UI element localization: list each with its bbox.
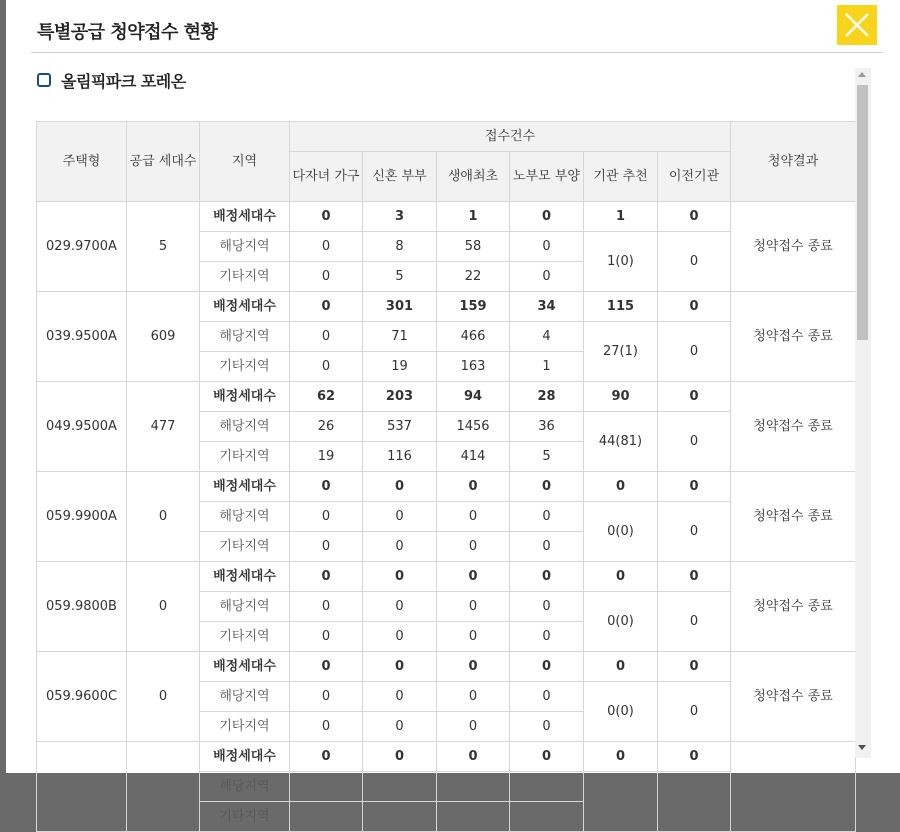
row-label-local: 해당지역 — [200, 322, 290, 352]
allocated-count-cell: 0 — [290, 202, 363, 232]
local-count-cell: 4 — [510, 322, 584, 352]
result-cell: 청약접수 종료 — [731, 472, 856, 562]
relocation-allocated-cell: 0 — [658, 202, 731, 232]
institution-allocated-cell: 90 — [584, 382, 658, 412]
relocation-allocated-cell: 0 — [658, 472, 731, 502]
table-body — [37, 202, 856, 832]
institution-allocated-cell: 1 — [584, 202, 658, 232]
housing-type-cell: 049.9500A — [37, 382, 127, 472]
row-label-other: 기타지역 — [200, 802, 290, 832]
institution-apps-cell — [584, 772, 658, 832]
allocated-count-cell: 0 — [437, 742, 510, 772]
table-row-allocated — [37, 742, 856, 772]
row-label-local: 해당지역 — [200, 412, 290, 442]
allocated-count-cell: 0 — [510, 742, 584, 772]
subscription-status-modal — [6, 0, 900, 824]
supply-units-cell: 609 — [127, 292, 200, 382]
modal-title: 특별공급 청약접수 현황 — [37, 22, 218, 43]
header-supply-units: 공급 세대수 — [127, 122, 200, 202]
relocation-apps-cell: 0 — [658, 502, 731, 562]
local-count-cell: 0 — [290, 502, 363, 532]
other-count-cell — [510, 802, 584, 832]
allocated-count-cell: 3 — [363, 202, 437, 232]
local-count-cell: 0 — [510, 232, 584, 262]
institution-allocated-cell: 0 — [584, 742, 658, 772]
allocated-count-cell: 159 — [437, 292, 510, 322]
allocated-count-cell: 34 — [510, 292, 584, 322]
allocated-count-cell: 0 — [290, 652, 363, 682]
local-count-cell — [437, 772, 510, 802]
allocated-count-cell: 0 — [510, 472, 584, 502]
other-count-cell: 5 — [363, 262, 437, 292]
other-count-cell: 0 — [290, 622, 363, 652]
housing-type-cell — [37, 742, 127, 832]
other-count-cell: 0 — [437, 532, 510, 562]
relocation-apps-cell: 0 — [658, 232, 731, 292]
scroll-thumb[interactable] — [857, 85, 868, 340]
other-count-cell: 116 — [363, 442, 437, 472]
allocated-count-cell: 0 — [290, 742, 363, 772]
row-label-other: 기타지역 — [200, 622, 290, 652]
table-scroll-area[interactable] — [36, 121, 855, 824]
local-count-cell: 0 — [510, 592, 584, 622]
supply-units-cell: 5 — [127, 202, 200, 292]
allocated-count-cell: 28 — [510, 382, 584, 412]
other-count-cell: 414 — [437, 442, 510, 472]
relocation-apps-cell: 0 — [658, 682, 731, 742]
allocated-count-cell: 0 — [363, 652, 437, 682]
other-count-cell: 0 — [437, 622, 510, 652]
header-result: 청약결과 — [731, 122, 856, 202]
allocated-count-cell: 0 — [363, 562, 437, 592]
institution-allocated-cell: 115 — [584, 292, 658, 322]
row-label-allocated: 배정세대수 — [200, 292, 290, 322]
row-label-local: 해당지역 — [200, 772, 290, 802]
allocated-count-cell: 0 — [363, 742, 437, 772]
allocated-count-cell: 0 — [437, 652, 510, 682]
allocated-count-cell: 0 — [290, 292, 363, 322]
local-count-cell: 0 — [363, 682, 437, 712]
institution-apps-cell: 1(0) — [584, 232, 658, 292]
result-cell: 청약접수 종료 — [731, 652, 856, 742]
housing-type-cell: 029.9700A — [37, 202, 127, 292]
local-count-cell — [510, 772, 584, 802]
other-count-cell: 0 — [437, 712, 510, 742]
other-count-cell: 0 — [510, 622, 584, 652]
supply-units-cell — [127, 742, 200, 832]
local-count-cell: 58 — [437, 232, 510, 262]
other-count-cell: 0 — [510, 262, 584, 292]
vertical-scrollbar[interactable] — [855, 68, 871, 758]
relocation-allocated-cell: 0 — [658, 292, 731, 322]
local-count-cell: 0 — [363, 502, 437, 532]
supply-units-cell: 0 — [127, 472, 200, 562]
other-count-cell — [363, 802, 437, 832]
header-first-home: 생애최초 — [437, 152, 510, 202]
housing-type-cell: 059.9600C — [37, 652, 127, 742]
row-label-local: 해당지역 — [200, 502, 290, 532]
row-label-local: 해당지역 — [200, 232, 290, 262]
row-label-other: 기타지역 — [200, 712, 290, 742]
other-count-cell: 1 — [510, 352, 584, 382]
complex-name: 올림픽파크 포레온 — [61, 71, 186, 91]
section-header — [37, 69, 186, 91]
housing-type-cell: 059.9900A — [37, 472, 127, 562]
supply-units-cell: 0 — [127, 562, 200, 652]
row-label-other: 기타지역 — [200, 442, 290, 472]
other-count-cell: 0 — [363, 532, 437, 562]
housing-type-cell: 059.9800B — [37, 562, 127, 652]
local-count-cell: 0 — [437, 592, 510, 622]
local-count-cell: 1456 — [437, 412, 510, 442]
relocation-allocated-cell: 0 — [658, 742, 731, 772]
title-divider — [31, 52, 883, 53]
allocated-count-cell: 62 — [290, 382, 363, 412]
row-label-other: 기타지역 — [200, 352, 290, 382]
header-region: 지역 — [200, 122, 290, 202]
local-count-cell: 0 — [437, 682, 510, 712]
header-newlywed: 신혼 부부 — [363, 152, 437, 202]
relocation-allocated-cell: 0 — [658, 562, 731, 592]
scroll-up-arrow-icon[interactable] — [858, 72, 866, 77]
local-count-cell: 0 — [290, 232, 363, 262]
other-count-cell: 19 — [363, 352, 437, 382]
table-row-allocated — [37, 652, 856, 682]
allocated-count-cell: 0 — [510, 562, 584, 592]
other-count-cell — [290, 802, 363, 832]
local-count-cell: 0 — [290, 682, 363, 712]
institution-apps-cell: 0(0) — [584, 592, 658, 652]
result-cell — [731, 742, 856, 832]
table-row-allocated — [37, 202, 856, 232]
square-bullet-icon — [37, 73, 51, 87]
other-count-cell: 0 — [290, 352, 363, 382]
header-relocation: 이전기관 — [658, 152, 731, 202]
row-label-allocated: 배정세대수 — [200, 382, 290, 412]
local-count-cell: 26 — [290, 412, 363, 442]
header-multi-child: 다자녀 가구 — [290, 152, 363, 202]
result-cell: 청약접수 종료 — [731, 562, 856, 652]
relocation-allocated-cell: 0 — [658, 652, 731, 682]
other-count-cell: 22 — [437, 262, 510, 292]
supply-units-cell: 0 — [127, 652, 200, 742]
other-count-cell — [437, 802, 510, 832]
table-row-allocated — [37, 382, 856, 412]
relocation-allocated-cell: 0 — [658, 382, 731, 412]
other-count-cell: 0 — [363, 712, 437, 742]
row-label-allocated: 배정세대수 — [200, 202, 290, 232]
local-count-cell: 36 — [510, 412, 584, 442]
institution-apps-cell: 27(1) — [584, 322, 658, 382]
other-count-cell: 5 — [510, 442, 584, 472]
institution-allocated-cell: 0 — [584, 472, 658, 502]
other-count-cell: 0 — [290, 532, 363, 562]
institution-allocated-cell: 0 — [584, 562, 658, 592]
local-count-cell: 0 — [290, 592, 363, 622]
relocation-apps-cell: 0 — [658, 412, 731, 472]
allocated-count-cell: 0 — [510, 652, 584, 682]
row-label-allocated: 배정세대수 — [200, 652, 290, 682]
result-cell: 청약접수 종료 — [731, 292, 856, 382]
local-count-cell: 0 — [510, 502, 584, 532]
institution-apps-cell: 44(81) — [584, 412, 658, 472]
local-count-cell — [290, 772, 363, 802]
allocated-count-cell: 0 — [437, 472, 510, 502]
table-row-allocated — [37, 292, 856, 322]
allocated-count-cell: 0 — [290, 562, 363, 592]
row-label-allocated: 배정세대수 — [200, 742, 290, 772]
other-count-cell: 163 — [437, 352, 510, 382]
allocated-count-cell: 94 — [437, 382, 510, 412]
allocated-count-cell: 1 — [437, 202, 510, 232]
local-count-cell: 537 — [363, 412, 437, 442]
other-count-cell: 19 — [290, 442, 363, 472]
close-icon — [837, 5, 877, 45]
row-label-other: 기타지역 — [200, 532, 290, 562]
table-row-allocated — [37, 472, 856, 502]
scroll-down-arrow-icon[interactable] — [858, 745, 866, 750]
header-elderly-parent: 노부모 부양 — [510, 152, 584, 202]
institution-apps-cell: 0(0) — [584, 502, 658, 562]
other-count-cell: 0 — [290, 712, 363, 742]
row-label-other: 기타지역 — [200, 262, 290, 292]
allocated-count-cell: 0 — [290, 472, 363, 502]
allocated-count-cell: 203 — [363, 382, 437, 412]
table-row-allocated — [37, 562, 856, 592]
local-count-cell: 71 — [363, 322, 437, 352]
other-count-cell: 0 — [363, 622, 437, 652]
local-count-cell: 0 — [510, 682, 584, 712]
relocation-apps-cell — [658, 772, 731, 832]
other-count-cell: 0 — [510, 532, 584, 562]
result-cell: 청약접수 종료 — [731, 202, 856, 292]
other-count-cell: 0 — [510, 712, 584, 742]
allocated-count-cell: 301 — [363, 292, 437, 322]
row-label-allocated: 배정세대수 — [200, 472, 290, 502]
relocation-apps-cell: 0 — [658, 592, 731, 652]
supply-units-cell: 477 — [127, 382, 200, 472]
applications-table — [36, 121, 856, 832]
header-applications: 접수건수 — [290, 122, 731, 152]
row-label-local: 해당지역 — [200, 682, 290, 712]
allocated-count-cell: 0 — [510, 202, 584, 232]
relocation-apps-cell: 0 — [658, 322, 731, 382]
close-button[interactable] — [837, 5, 877, 45]
local-count-cell: 8 — [363, 232, 437, 262]
local-count-cell — [363, 772, 437, 802]
local-count-cell: 0 — [290, 322, 363, 352]
allocated-count-cell: 0 — [437, 562, 510, 592]
header-housing-type: 주택형 — [37, 122, 127, 202]
local-count-cell: 0 — [363, 592, 437, 622]
institution-apps-cell: 0(0) — [584, 682, 658, 742]
row-label-allocated: 배정세대수 — [200, 562, 290, 592]
institution-allocated-cell: 0 — [584, 652, 658, 682]
local-count-cell: 0 — [437, 502, 510, 532]
row-label-local: 해당지역 — [200, 592, 290, 622]
result-cell: 청약접수 종료 — [731, 382, 856, 472]
allocated-count-cell: 0 — [363, 472, 437, 502]
local-count-cell: 466 — [437, 322, 510, 352]
header-institution: 기관 추천 — [584, 152, 658, 202]
housing-type-cell: 039.9500A — [37, 292, 127, 382]
other-count-cell: 0 — [290, 262, 363, 292]
